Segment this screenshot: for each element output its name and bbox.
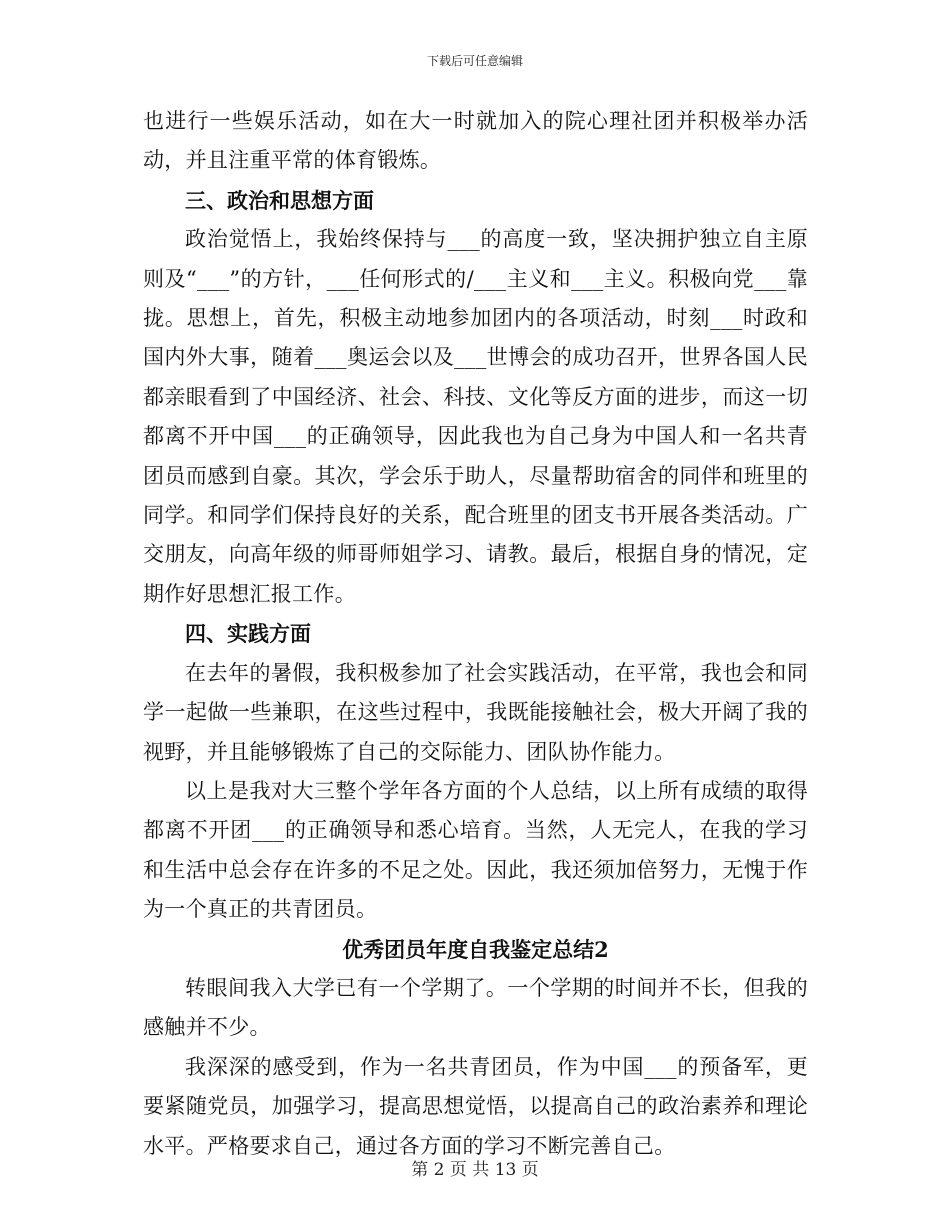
page-footer: 第 2 页 共 13 页 [411,1160,539,1180]
paragraph-politics: 政治觉悟上，我始终保持与___的高度一致，坚决拥护独立自主原则及“___”的方针，___任何形式的/___主义和___主义。积极向党___靠拢。思想上，首先，积极主动地参加团内的各项活动，时刻___时政和国内外大事，随着___奥运会以及___世博会的成功召开，世界各国人民都亲眼看到了中国经济、社会、科技、文化等反方面的进步，而这一切都离不开中国___的正确领导，因此我也为自己身为中国人和一名共青团员而感到自豪。其次，学会乐于助人，尽量帮助宿舍的同伴和班里的同学。和同学们保持良好的关系，配合班里的团支书开展各类活动。广交朋友，向高年级的师哥师姐学习、请教。最后，根据自身的情况，定期作好思想汇报工作。 [143,227,808,606]
paragraph-practice: 在去年的暑假，我积极参加了社会实践活动，在平常，我也会和同学一起做一些兼职，在这些过程中，我既能接触社会，极大开阔了我的视野，并且能够锻炼了自己的交际能力、团队协作能力。 [143,660,808,764]
section-heading-politics: 三、政治和思想方面 [185,187,374,213]
section-heading-practice: 四、实践方面 [185,621,311,647]
paragraph-feeling: 我深深的感受到，作为一名共青团员，作为中国___的预备军，更要紧随党员，加强学习，提高思想觉悟，以提高自己的政治素养和理论水平。严格要求自己，通过各方面的学习不断完善自己。 [143,1054,808,1158]
document-title: 优秀团员年度自我鉴定总结2 [342,936,609,962]
page-header: 下载后可任意编辑 [426,54,523,68]
document-body [143,102,808,1166]
paragraph-continuation: 也进行一些娱乐活动，如在大一时就加入的院心理社团并积极举办活动，并且注重平常的体育锻炼。 [143,109,808,173]
paragraph-intro: 转眼间我入大学已有一个学期了。一个学期的时间并不长，但我的感触并不少。 [143,975,808,1040]
paragraph-summary: 以上是我对大三整个学年各方面的个人总结，以上所有成绩的取得都离不开团___的正确领导和悉心培育。当然，人无完人，在我的学习和生活中总会存在许多的不足之处。因此，我还须加倍努力，无愧于作为一个真正的共青团员。 [143,778,808,922]
